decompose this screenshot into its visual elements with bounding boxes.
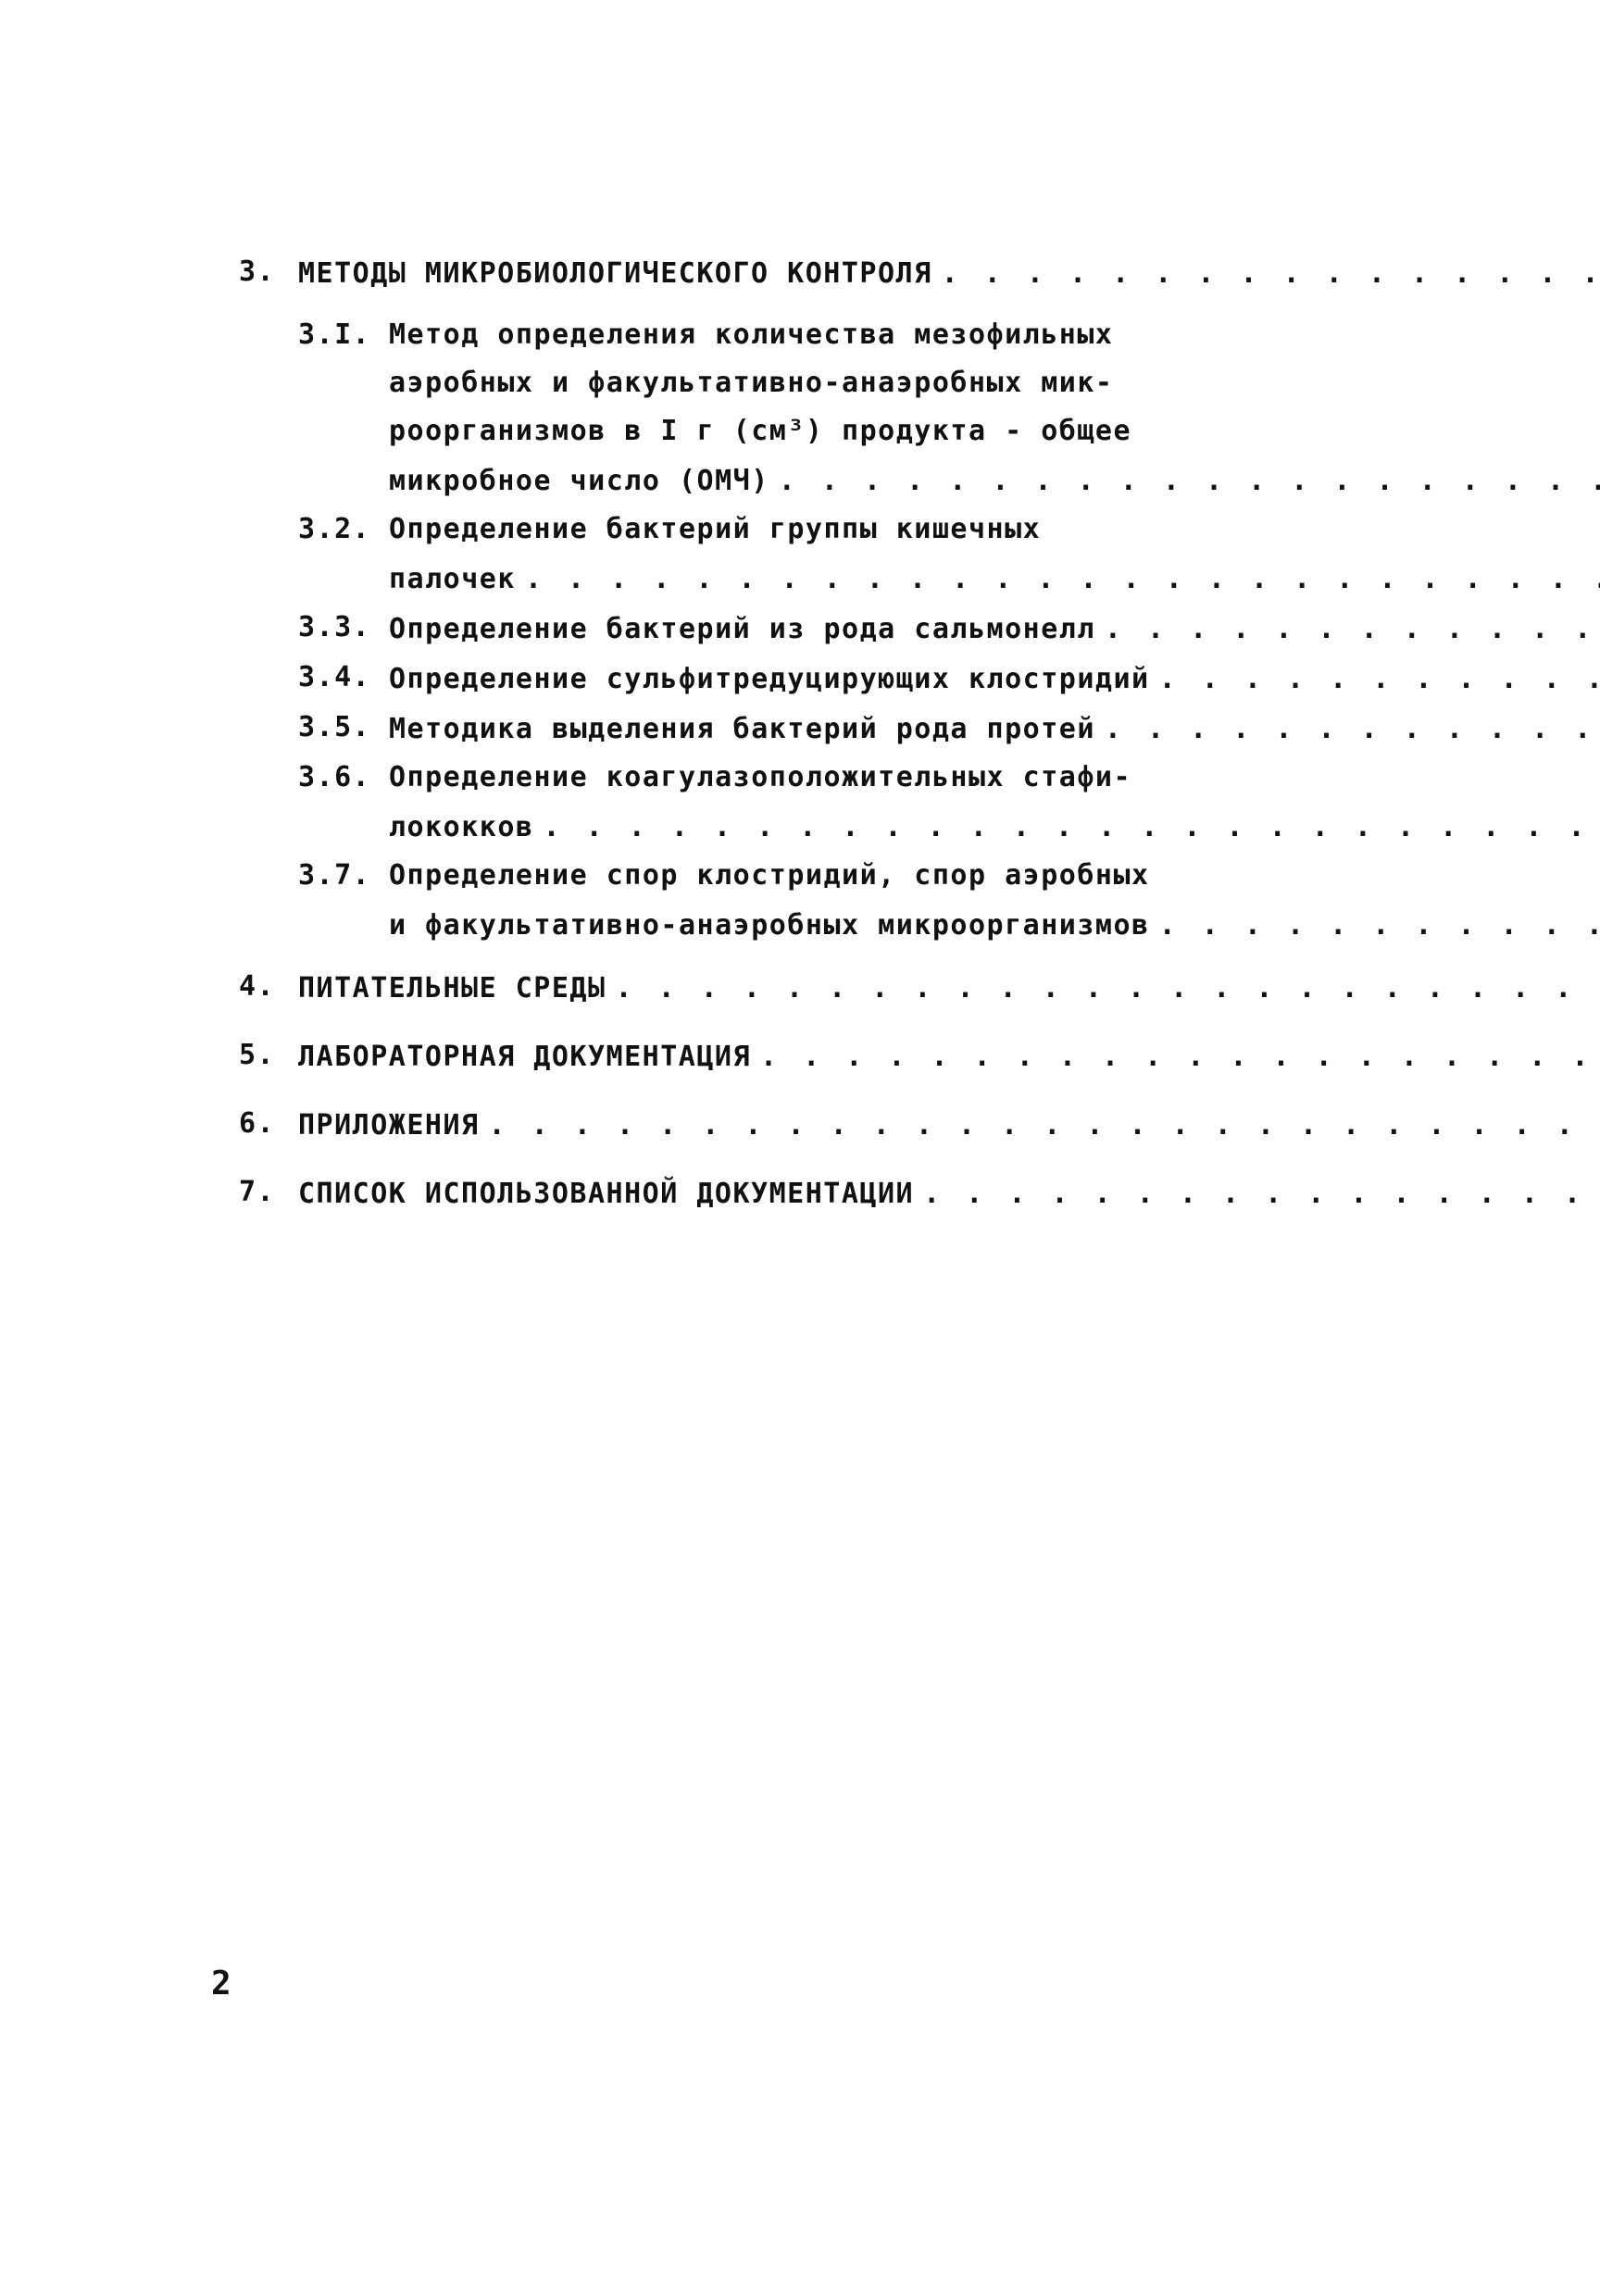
toc-entry-number: 5.	[239, 1039, 276, 1071]
toc-entry-title-line: микробное число (ОМЧ)	[389, 465, 769, 497]
toc-entry-title-line: Метод определения количества мезофильных	[389, 318, 1114, 351]
toc-entry-3-5	[239, 704, 1365, 754]
toc-entry-3-1	[239, 311, 1365, 505]
table-of-contents	[239, 248, 1365, 1218]
toc-entry-title-line: Определение бактерий группы кишечных	[389, 513, 1042, 545]
toc-entry-title: СПИСОК ИСПОЛЬЗОВАННОЙ ДОКУМЕНТАЦИИ	[298, 1178, 915, 1210]
toc-entry-number: 3.3.	[298, 611, 371, 643]
toc-entry-title: Методика выделения бактерий рода протей	[389, 713, 1095, 745]
toc-entry-title-line: Определение коагулазоположительных стафи-	[389, 761, 1132, 793]
dot-leader	[1159, 655, 1600, 704]
toc-entry-3-7	[239, 852, 1365, 950]
dot-leader	[1105, 605, 1600, 654]
dot-leader	[779, 457, 1600, 505]
toc-entry-4	[239, 963, 1365, 1013]
dot-leader	[1159, 902, 1600, 950]
toc-entry-number: 3.6.	[298, 761, 371, 793]
toc-entry-title-line: палочек	[389, 563, 516, 595]
toc-entry-number: 7.	[239, 1176, 276, 1208]
toc-entry-title: ПРИЛОЖЕНИЯ	[298, 1109, 480, 1142]
toc-entry-3-6	[239, 754, 1365, 852]
toc-entry-title-line: роорганизмов в I г (см³) продукта - общее	[389, 415, 1132, 447]
toc-entry-title: Определение сульфитредуцирующих клостридий	[389, 663, 1150, 695]
toc-entry-number: 3.2.	[298, 513, 371, 545]
toc-entry-3-3	[239, 604, 1365, 654]
toc-entry-number: 3.5.	[298, 711, 371, 743]
toc-entry-number: 6.	[239, 1107, 276, 1140]
dot-leader	[760, 1033, 1600, 1081]
page-number: 2	[211, 1965, 231, 2003]
toc-entry-title-line: и факультативно-анаэробных микроорганизмов	[389, 909, 1150, 942]
dot-leader	[525, 555, 1600, 604]
dot-leader	[616, 965, 1600, 1013]
toc-entry-3	[239, 248, 1365, 298]
toc-entry-7	[239, 1168, 1365, 1218]
toc-entry-title-line: лококков	[389, 811, 534, 843]
toc-entry-title-line: аэробных и факультативно-анаэробных мик-	[389, 367, 1114, 399]
toc-entry-number: 4.	[239, 970, 276, 1003]
toc-entry-5	[239, 1031, 1365, 1081]
dot-leader	[1105, 705, 1600, 754]
toc-entry-number: 3.7.	[298, 859, 371, 892]
toc-entry-title: МЕТОДЫ МИКРОБИОЛОГИЧЕСКОГО КОНТРОЛЯ	[298, 257, 932, 290]
toc-entry-title: ЛАБОРАТОРНАЯ ДОКУМЕНТАЦИЯ	[298, 1041, 752, 1073]
toc-entry-number: 3.	[239, 256, 276, 288]
toc-entry-title: Определение бактерий из рода сальмонелл	[389, 613, 1095, 645]
dot-leader	[923, 1170, 1600, 1218]
toc-entry-number: 3.4.	[298, 661, 371, 693]
dot-leader	[544, 804, 1600, 852]
dot-leader	[489, 1102, 1600, 1150]
dot-leader	[942, 250, 1600, 298]
toc-entry-3-4	[239, 654, 1365, 704]
toc-entry-title-line: Определение спор клостридий, спор аэробных	[389, 859, 1150, 892]
toc-entry-number: 3.I.	[298, 318, 371, 351]
toc-entry-3-2	[239, 505, 1365, 604]
toc-entry-title: ПИТАТЕЛЬНЫЕ СРЕДЫ	[298, 972, 606, 1004]
toc-entry-6	[239, 1100, 1365, 1150]
